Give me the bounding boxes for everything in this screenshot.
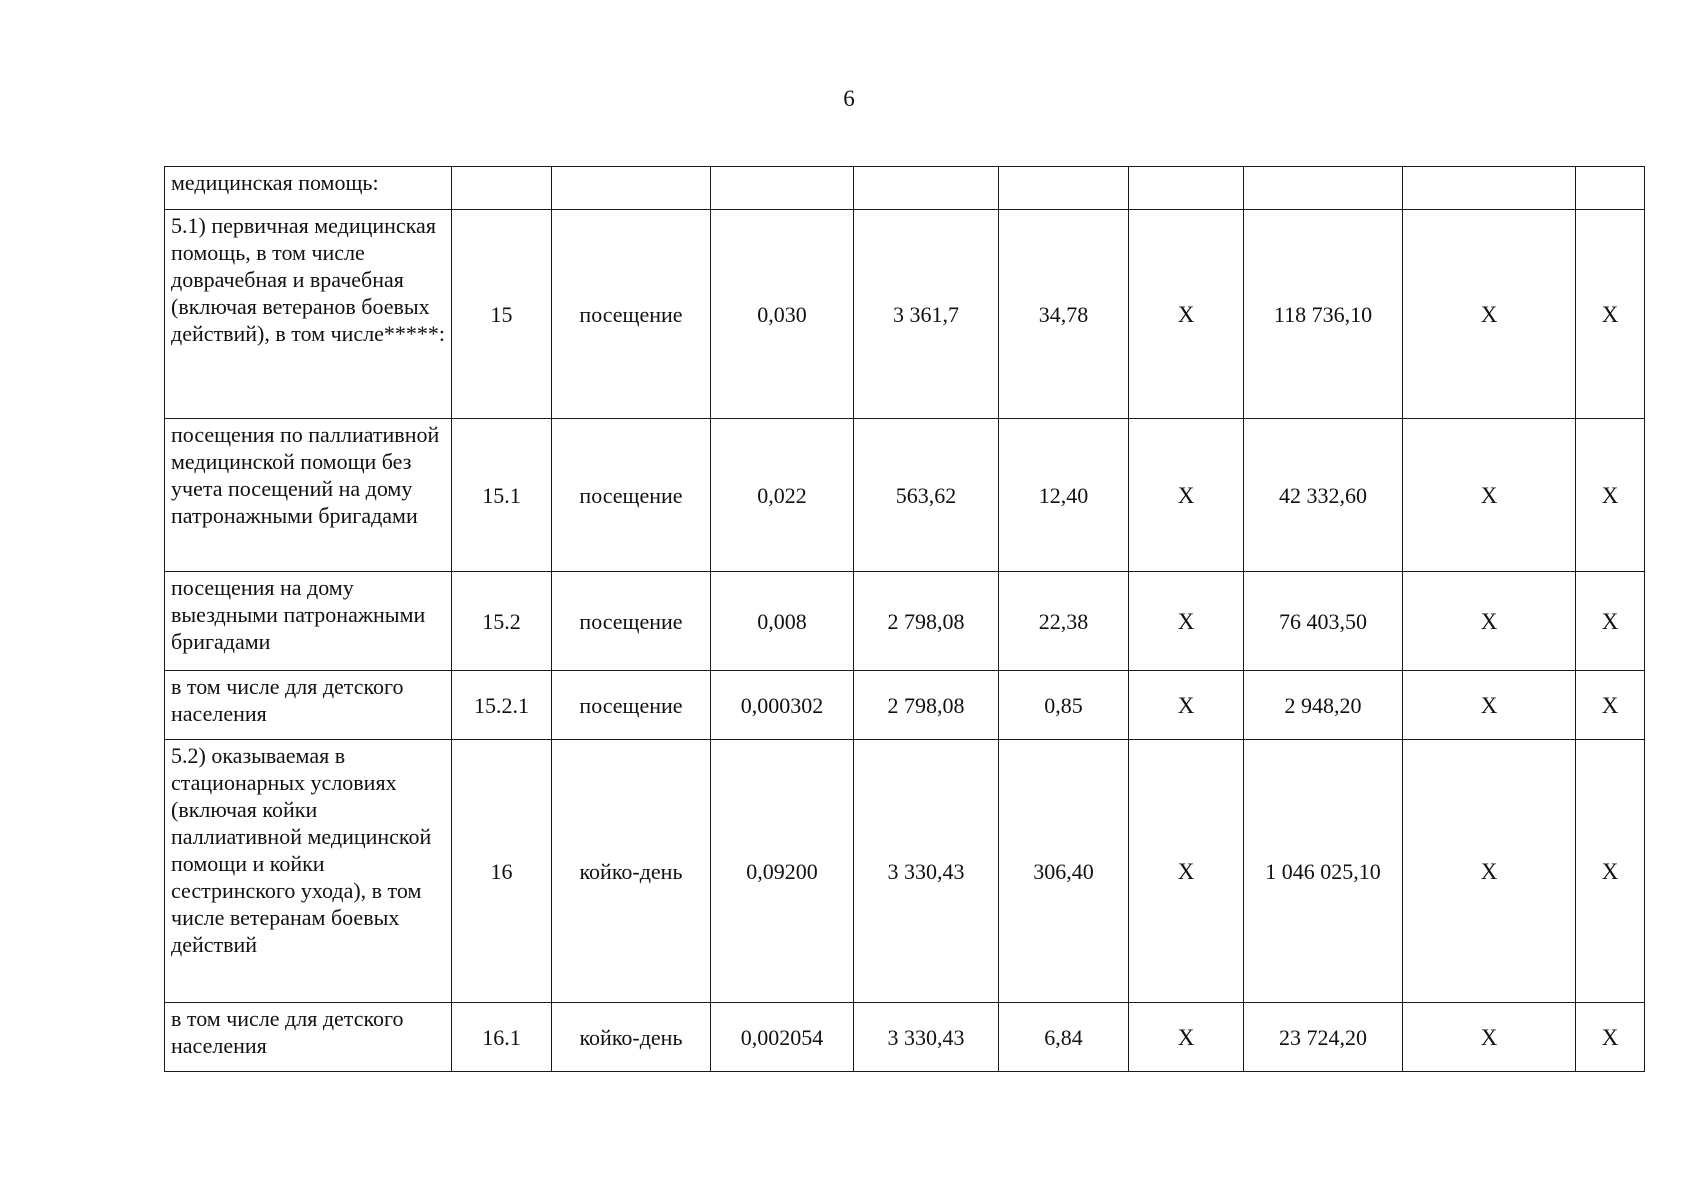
cell-unit: посещение: [552, 419, 711, 572]
cell-unit: посещение: [552, 572, 711, 671]
cell-norm: 0,09200: [711, 740, 854, 1003]
cell-total: 42 332,60: [1244, 419, 1403, 572]
cell-x-mark: X: [1576, 740, 1645, 1003]
cell-cost: 3 361,7: [854, 210, 999, 419]
cell-x-mark: X: [1129, 572, 1244, 671]
cell-total: 2 948,20: [1244, 671, 1403, 740]
cell-x-mark: X: [1403, 210, 1576, 419]
cell-total: 118 736,10: [1244, 210, 1403, 419]
table-row-continuation: [165, 167, 1645, 210]
cell-empty: [999, 167, 1129, 210]
cell-cost: 2 798,08: [854, 671, 999, 740]
cell-per-capita: 6,84: [999, 1003, 1129, 1072]
cell-x-mark: X: [1576, 671, 1645, 740]
cell-norm: 0,000302: [711, 671, 854, 740]
cell-x-mark: X: [1576, 210, 1645, 419]
cell-unit: посещение: [552, 671, 711, 740]
table-row: [165, 1003, 1645, 1072]
cell-cost: 3 330,43: [854, 740, 999, 1003]
cell-cost: 2 798,08: [854, 572, 999, 671]
cell-empty: [1129, 167, 1244, 210]
cell-description: посещения по паллиативной медицинской помощи без учета посещений на дому патронажными бригадами: [165, 419, 452, 572]
cell-x-mark: X: [1129, 671, 1244, 740]
table-row: [165, 572, 1645, 671]
table-row: [165, 210, 1645, 419]
cell-description: 5.1) первичная медицинская помощь, в том числе доврачебная и врачебная (включая ветеранов боевых действий), в том числе*****:: [165, 210, 452, 419]
cell-x-mark: X: [1576, 572, 1645, 671]
cell-x-mark: X: [1129, 1003, 1244, 1072]
cell-description: медицинская помощь:: [165, 167, 452, 210]
financing-table: [164, 166, 1645, 1072]
cell-x-mark: X: [1129, 419, 1244, 572]
cell-row-number: 15.2.1: [452, 671, 552, 740]
cell-x-mark: X: [1576, 419, 1645, 572]
cell-x-mark: X: [1403, 740, 1576, 1003]
cell-per-capita: 0,85: [999, 671, 1129, 740]
cell-unit: койко-день: [552, 740, 711, 1003]
cell-row-number: 15.2: [452, 572, 552, 671]
table-row: [165, 419, 1645, 572]
cell-per-capita: 22,38: [999, 572, 1129, 671]
cell-empty: [854, 167, 999, 210]
cell-cost: 3 330,43: [854, 1003, 999, 1072]
cell-empty: [452, 167, 552, 210]
cell-total: 76 403,50: [1244, 572, 1403, 671]
cell-empty: [1244, 167, 1403, 210]
cell-norm: 0,022: [711, 419, 854, 572]
cell-description: в том числе для детского населения: [165, 1003, 452, 1072]
page-number: 6: [843, 86, 855, 111]
cell-norm: 0,008: [711, 572, 854, 671]
cell-unit: посещение: [552, 210, 711, 419]
cell-empty: [1576, 167, 1645, 210]
cell-description: в том числе для детского населения: [165, 671, 452, 740]
cell-per-capita: 306,40: [999, 740, 1129, 1003]
cell-row-number: 16.1: [452, 1003, 552, 1072]
cell-x-mark: X: [1403, 572, 1576, 671]
cell-per-capita: 34,78: [999, 210, 1129, 419]
cell-x-mark: X: [1403, 1003, 1576, 1072]
cell-description: посещения на дому выездными патронажными бригадами: [165, 572, 452, 671]
cell-x-mark: X: [1129, 210, 1244, 419]
cell-empty: [711, 167, 854, 210]
cell-norm: 0,002054: [711, 1003, 854, 1072]
cell-per-capita: 12,40: [999, 419, 1129, 572]
cell-total: 23 724,20: [1244, 1003, 1403, 1072]
cell-x-mark: X: [1129, 740, 1244, 1003]
cell-cost: 563,62: [854, 419, 999, 572]
cell-empty: [1403, 167, 1576, 210]
cell-total: 1 046 025,10: [1244, 740, 1403, 1003]
cell-row-number: 15.1: [452, 419, 552, 572]
cell-x-mark: X: [1576, 1003, 1645, 1072]
cell-x-mark: X: [1403, 419, 1576, 572]
table-row: [165, 671, 1645, 740]
cell-empty: [552, 167, 711, 210]
cell-unit: койко-день: [552, 1003, 711, 1072]
cell-row-number: 16: [452, 740, 552, 1003]
cell-x-mark: X: [1403, 671, 1576, 740]
table-row: [165, 740, 1645, 1003]
cell-description: 5.2) оказываемая в стационарных условиях (включая койки паллиативной медицинской помощи и койки сестринского ухода), в том числе ветеранам боевых действий: [165, 740, 452, 1003]
cell-norm: 0,030: [711, 210, 854, 419]
cell-row-number: 15: [452, 210, 552, 419]
